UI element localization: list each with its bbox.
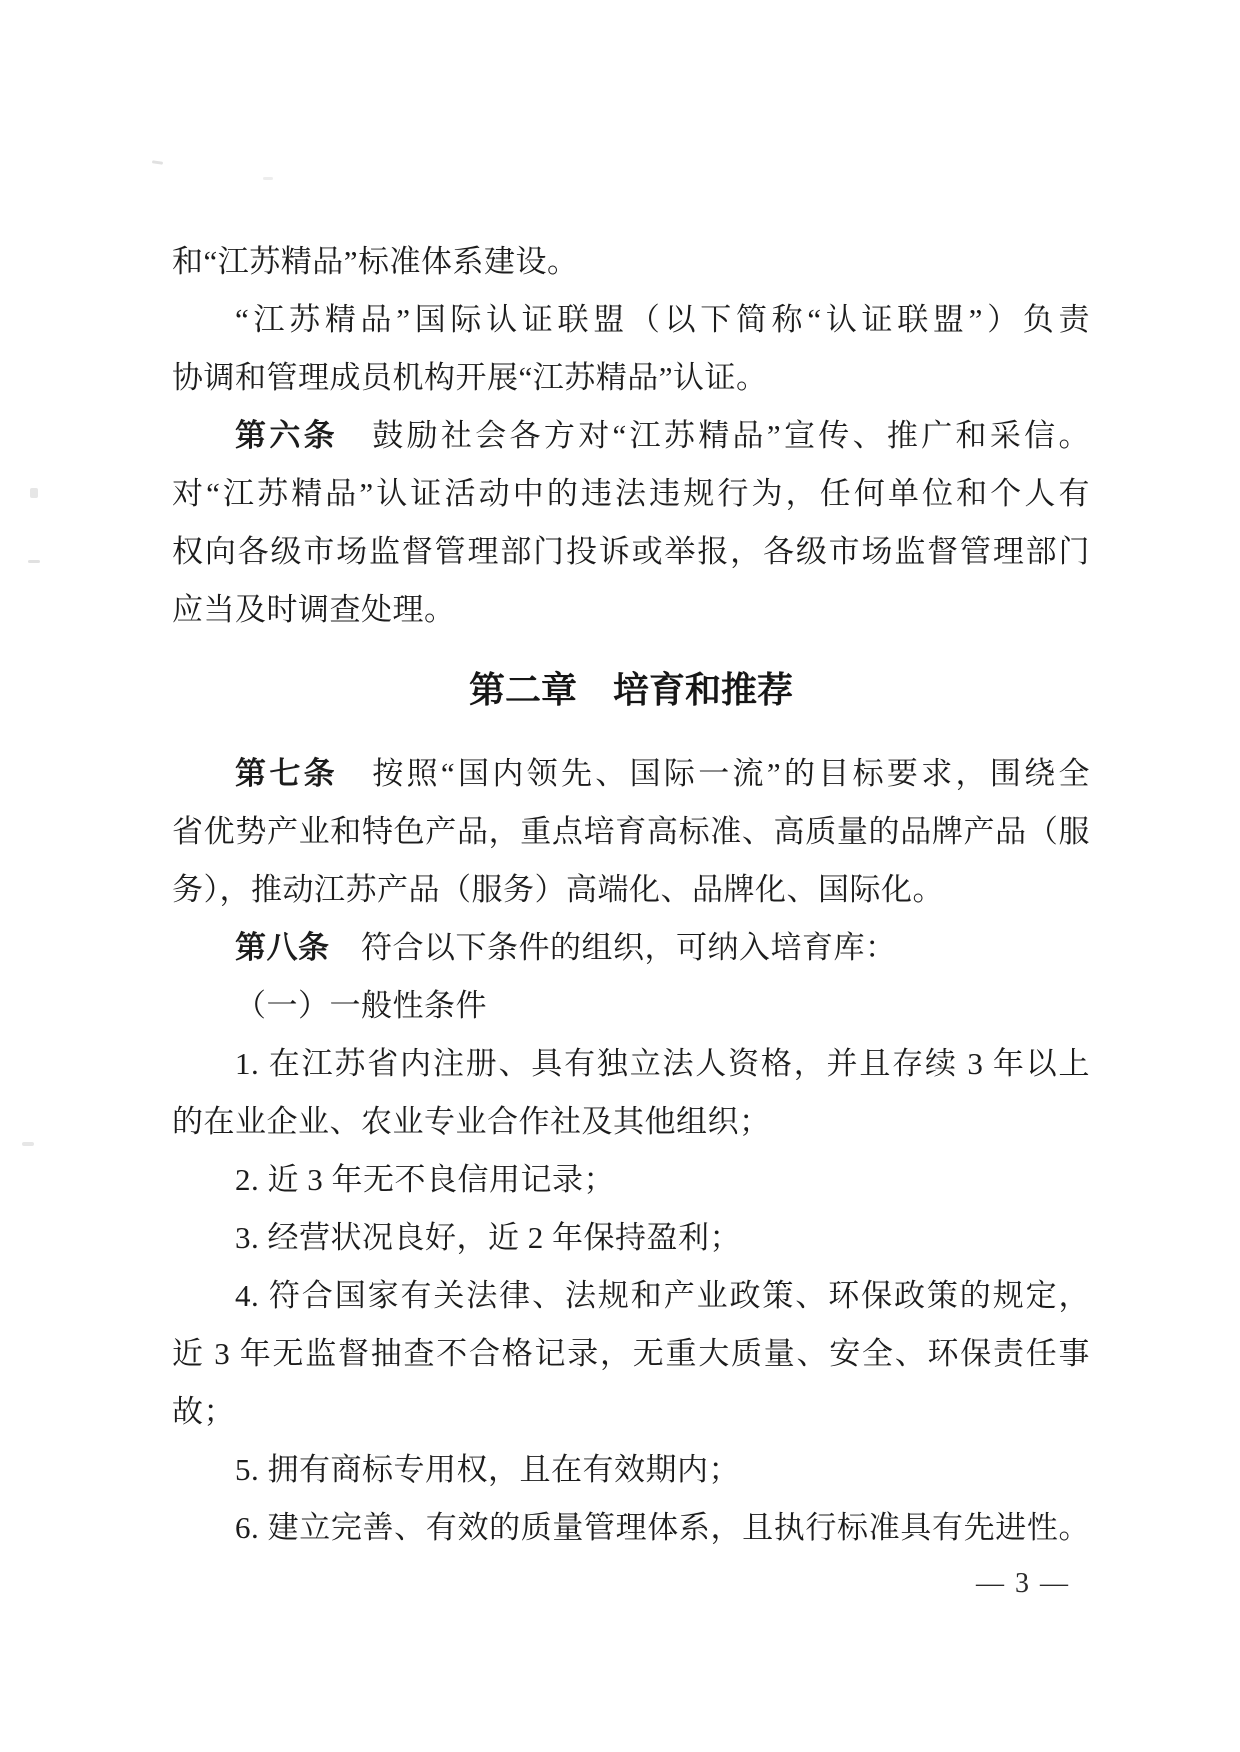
text-line — [172, 291, 1090, 349]
text-line — [172, 861, 1090, 919]
text-line — [172, 1267, 1090, 1325]
text-segment: 权向各级市场监督管理部门投诉或举报，各级市场监督管理部门 — [172, 534, 1090, 569]
text-segment: “江苏精品”国际认证联盟（以下简称“认证联盟”）负责 — [235, 302, 1090, 337]
text-line — [172, 581, 1090, 639]
text-segment: 故； — [172, 1394, 235, 1429]
scan-artifact — [30, 488, 38, 498]
chapter-heading: 第二章 培育和推荐 — [468, 669, 793, 710]
text-line — [172, 1035, 1090, 1093]
text-segment: 4. 符合国家有关法律、法规和产业政策、环保政策的规定， — [235, 1278, 1090, 1313]
text-segment: 符合以下条件的组织，可纳入培育库： — [329, 930, 897, 965]
scan-artifact — [22, 1142, 34, 1146]
text-line — [172, 349, 1090, 407]
text-segment: 近 3 年无监督抽查不合格记录，无重大质量、安全、环保责任事 — [172, 1336, 1090, 1371]
text-line — [172, 1151, 1090, 1209]
text-segment: 协调和管理成员机构开展“江苏精品”认证。 — [172, 360, 768, 395]
text-line — [172, 465, 1090, 523]
text-segment: 3. 经营状况良好，近 2 年保持盈利； — [235, 1220, 741, 1255]
scan-artifact — [263, 177, 273, 180]
scan-artifact — [152, 160, 163, 165]
text-line — [172, 407, 1090, 465]
text-line — [172, 1093, 1090, 1151]
text-segment: 6. 建立完善、有效的质量管理体系，且执行标准具有先进性。 — [235, 1510, 1090, 1545]
text-segment: 5. 拥有商标专用权，且在有效期内； — [235, 1452, 740, 1487]
page-content — [172, 233, 1090, 1557]
text-segment: 1. 在江苏省内注册、具有独立法人资格，并且存续 3 年以上 — [235, 1046, 1090, 1081]
text-segment: 省优势产业和特色产品，重点培育高标准、高质量的品牌产品（服 — [172, 814, 1090, 849]
text-line — [172, 1209, 1090, 1267]
text-line — [172, 1325, 1090, 1383]
text-line — [172, 1441, 1090, 1499]
text-segment: 和“江苏精品”标准体系建设。 — [172, 244, 579, 279]
text-line — [172, 745, 1090, 803]
text-line — [172, 233, 1090, 291]
text-line — [172, 919, 1090, 977]
text-line — [172, 977, 1090, 1035]
scan-artifact — [28, 560, 40, 563]
article-number-label: 第八条 — [235, 930, 330, 965]
text-segment: 按照“国内领先、国际一流”的目标要求，围绕全 — [337, 756, 1090, 791]
article-number-label: 第七条 — [235, 756, 338, 791]
text-line — [172, 1383, 1090, 1441]
text-segment: 2. 近 3 年无不良信用记录； — [235, 1162, 615, 1197]
article-number-label: 第六条 — [235, 418, 338, 453]
text-segment: 对“江苏精品”认证活动中的违法违规行为，任何单位和个人有 — [172, 476, 1090, 511]
text-segment: （一）一般性条件 — [235, 988, 487, 1023]
page-number: — 3 — — [976, 1568, 1070, 1599]
text-segment: 应当及时调查处理。 — [172, 592, 456, 627]
text-line — [172, 523, 1090, 581]
text-segment: 的在业企业、农业专业合作社及其他组织； — [172, 1104, 771, 1139]
text-line — [172, 1499, 1090, 1557]
text-line — [172, 803, 1090, 861]
text-segment: 务），推动江苏产品（服务）高端化、品牌化、国际化。 — [172, 872, 944, 907]
text-segment: 鼓励社会各方对“江苏精品”宣传、推广和采信。 — [337, 418, 1090, 453]
